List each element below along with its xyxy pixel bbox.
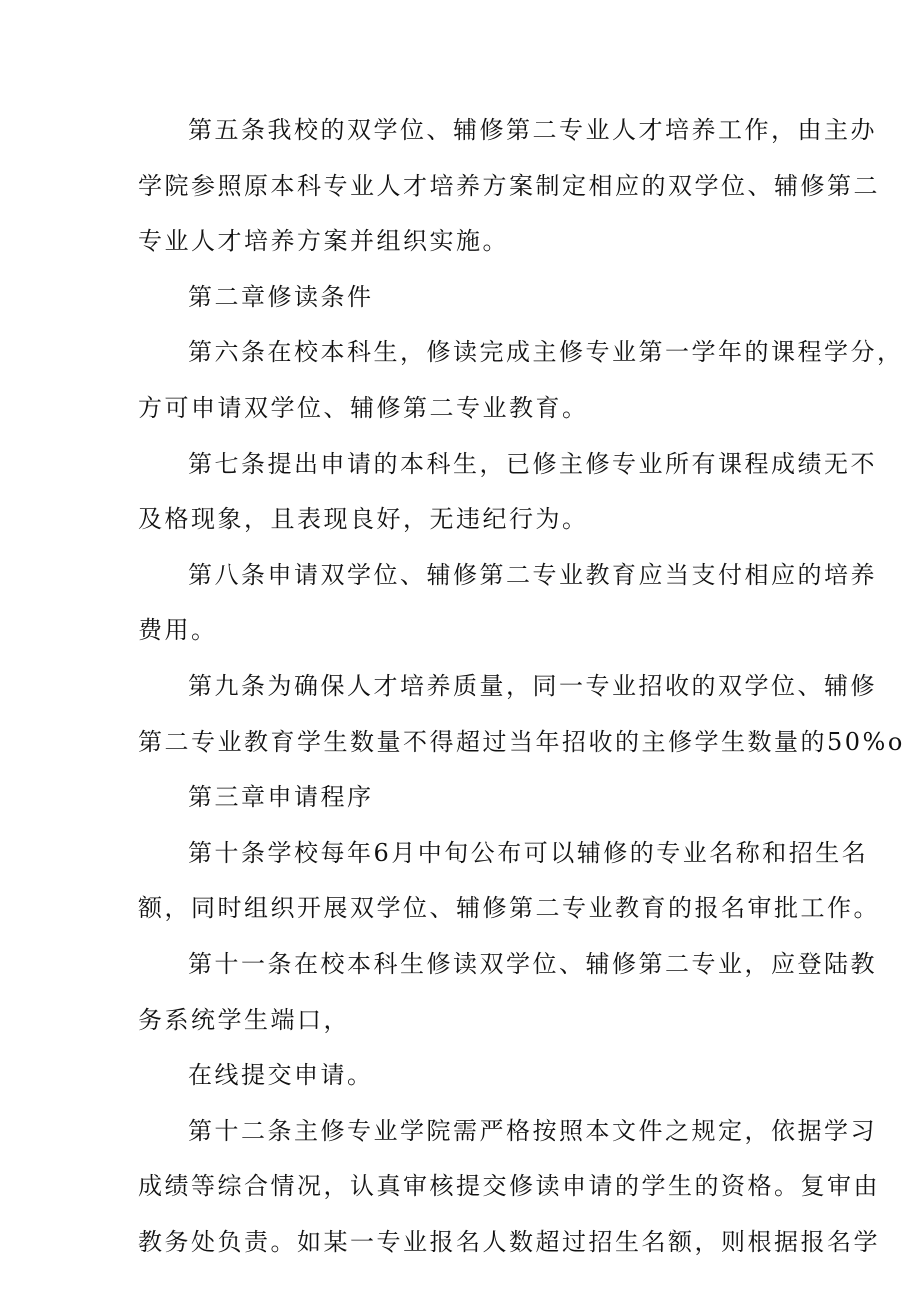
text-line: 学院参照原本科专业人才培养方案制定相应的双学位、辅修第二 (138, 171, 880, 200)
text-line: 务系统学生端口， (138, 1005, 350, 1034)
text-line: 第十一条在校本科生修读双学位、辅修第二专业，应登陆教 (188, 949, 877, 978)
text-line: 第六条在校本科生，修读完成主修专业第一学年的课程学分， (188, 338, 904, 367)
text-line: 费用。 (138, 616, 218, 645)
chapter-heading: 第三章申请程序 (188, 783, 374, 812)
text-line: 第九条为确保人才培养质量，同一专业招收的双学位、辅修 (188, 671, 877, 700)
text-line: 额，同时组织开展双学位、辅修第二专业教育的报名审批工作。 (138, 894, 880, 923)
chapter-heading: 第二章修读条件 (188, 282, 374, 311)
document-body (138, 103, 905, 1270)
text-line: 专业人才培养方案并组织实施。 (138, 227, 509, 256)
text-line: 在线提交申请。 (188, 1061, 374, 1090)
text-line: 第七条提出申请的本科生，已修主修专业所有课程成绩无不 (188, 449, 877, 478)
text-line: 第十条学校每年6月中旬公布可以辅修的专业名称和招生名 (188, 838, 869, 867)
text-line: 第十二条主修专业学院需严格按照本文件之规定，依据学习 (188, 1116, 877, 1145)
text-line: 第五条我校的双学位、辅修第二专业人才培养工作，由主办 (188, 116, 877, 144)
text-line: 第二专业教育学生数量不得超过当年招收的主修学生数量的50%o (138, 727, 905, 756)
text-line: 第八条申请双学位、辅修第二专业教育应当支付相应的培养 (188, 560, 877, 589)
text-line: 方可申请双学位、辅修第二专业教育。 (138, 393, 589, 422)
text-line: 教务处负责。如某一专业报名人数超过招生名额，则根据报名学 (138, 1227, 880, 1256)
text-line: 及格现象，且表现良好，无违纪行为。 (138, 505, 589, 534)
text-line: 成绩等综合情况，认真审核提交修读申请的学生的资格。复审由 (138, 1172, 880, 1201)
